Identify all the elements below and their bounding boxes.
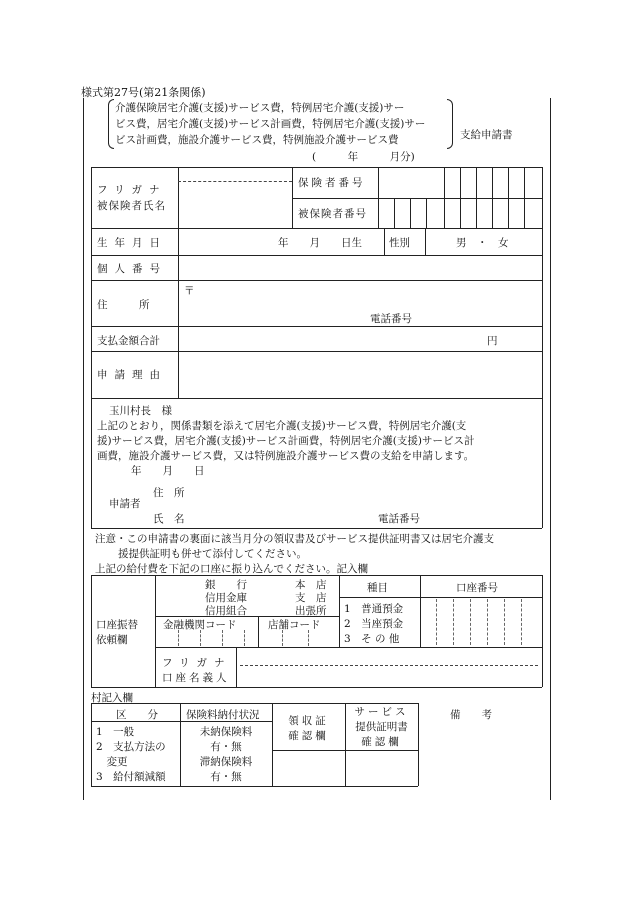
- birthdate-value: 年 月 日生: [278, 237, 362, 249]
- holder-furigana-label: フリガナ: [162, 657, 232, 669]
- insured-name-label: 被保険者氏名: [97, 200, 166, 212]
- account-type-1: 1 普通預金: [344, 603, 404, 615]
- service-header-2: 提供証明書: [355, 721, 408, 733]
- address-label: 住 所: [97, 299, 150, 311]
- premium-arrears: 滞納保険料: [199, 756, 253, 768]
- sex-label: 性別: [389, 237, 410, 249]
- declaration-line-1: 上記のとおり，関係書類を添えて居宅介護(支援)サービス費，特例居宅介護(支: [97, 420, 467, 432]
- village-category-3: 3 給付額減額: [96, 771, 166, 783]
- reason-label: 申請理由: [97, 369, 167, 381]
- service-header-3: 確認欄: [361, 736, 402, 748]
- birthdate-label: 生年月日: [97, 237, 167, 249]
- village-col-category: 区 分: [116, 709, 158, 721]
- service-header-1: サービス: [354, 706, 409, 718]
- branch-code-label: 店舗コード: [268, 619, 321, 631]
- insurer-number-label: 保険者番号: [298, 177, 366, 189]
- account-type-3: 3 そ の 他: [344, 633, 400, 645]
- declaration-line-2: 援)サービス費，居宅介護(支援)サービス計画費，特例居宅介護(支援)サービス計: [97, 435, 475, 447]
- village-category-1: 1 一般: [96, 726, 135, 738]
- declaration-date: 年 月 日: [131, 465, 205, 477]
- yen-unit: 円: [487, 335, 498, 347]
- bank-section-label-2: 依頼欄: [96, 634, 128, 646]
- insured-number-label: 被保険者番号: [298, 208, 367, 220]
- transfer-instruction: 上記の給付費を下記の口座に振り込んでください。記入欄: [95, 563, 368, 575]
- receipt-header-2: 確認欄: [288, 730, 329, 742]
- bank-type-bank: 銀 行: [205, 579, 247, 591]
- village-category-2: 2 支払方法の: [96, 741, 166, 753]
- postal-mark: 〒: [184, 285, 195, 297]
- title-bracket-right: [447, 99, 453, 149]
- title-bracket-left: [108, 99, 114, 149]
- addressee: 玉川村長 様: [109, 405, 172, 417]
- page-border-left: [83, 98, 84, 800]
- branch-type-office: 出張所: [295, 605, 327, 617]
- premium-unpaid-yes-no: 有・無: [210, 741, 242, 753]
- title-suffix: 支給申請書: [460, 129, 513, 141]
- personal-number-label: 個人番号: [97, 263, 167, 275]
- title-line-1: 介護保険居宅介護(支援)サービス費，特例居宅介護(支援)サー: [115, 102, 405, 114]
- village-category-2b: 変更: [96, 756, 128, 768]
- note-line-1: 注意・この申請書の裏面に該当月分の領収書及びサービス提供証明書又は居宅介護支: [95, 533, 494, 545]
- furigana-label: フリガナ: [97, 184, 167, 196]
- village-heading: 村記入欄: [91, 692, 133, 704]
- account-type-2: 2 当座預金: [344, 618, 404, 630]
- title-line-2: ビス費，居宅介護(支援)サービス計画費，特例居宅介護(支援)サー: [115, 118, 426, 130]
- applicant-label: 申請者: [109, 498, 141, 510]
- institution-code-label: 金融機関コード: [163, 619, 237, 631]
- premium-unpaid: 未納保険料: [199, 726, 253, 738]
- form-number: 様式第27号(第21条関係): [81, 86, 206, 99]
- sex-options: 男 ・ 女: [456, 237, 509, 249]
- holder-name-label: 口座名義人: [162, 672, 230, 684]
- page-border-right: [550, 98, 551, 800]
- bank-type-shinkin: 信用金庫: [205, 592, 247, 604]
- premium-arrears-yes-no: 有・無: [210, 771, 242, 783]
- note-line-2: 援提供証明も併せて添付してください。: [118, 548, 307, 560]
- village-col-premium: 保険料納付状況: [186, 709, 260, 721]
- receipt-header-1: 領収証: [288, 715, 329, 727]
- village-col-remarks: 備 考: [450, 709, 492, 721]
- account-number-header: 口座番号: [456, 582, 498, 594]
- phone-label: 電話番号: [370, 313, 412, 325]
- account-type-header: 種目: [367, 582, 388, 594]
- total-label: 支払金額合計: [97, 335, 160, 347]
- branch-type-branch: 支 店: [295, 592, 327, 604]
- title-period: ( 年 月分): [312, 151, 415, 163]
- bank-type-kumiai: 信用組合: [205, 605, 247, 617]
- applicant-address-label: 住 所: [153, 487, 185, 499]
- bank-section-label-1: 口座振替: [96, 619, 138, 631]
- title-line-3: ビス計画費，施設介護サービス費，特例施設介護サービス費: [115, 134, 399, 146]
- applicant-phone-label: 電話番号: [378, 513, 420, 525]
- applicant-name-label: 氏 名: [153, 513, 185, 525]
- declaration-line-3: 画費，施設介護サービス費，又は特例施設介護サービス費の支給を申請します。: [97, 450, 475, 462]
- branch-type-main: 本 店: [295, 579, 327, 591]
